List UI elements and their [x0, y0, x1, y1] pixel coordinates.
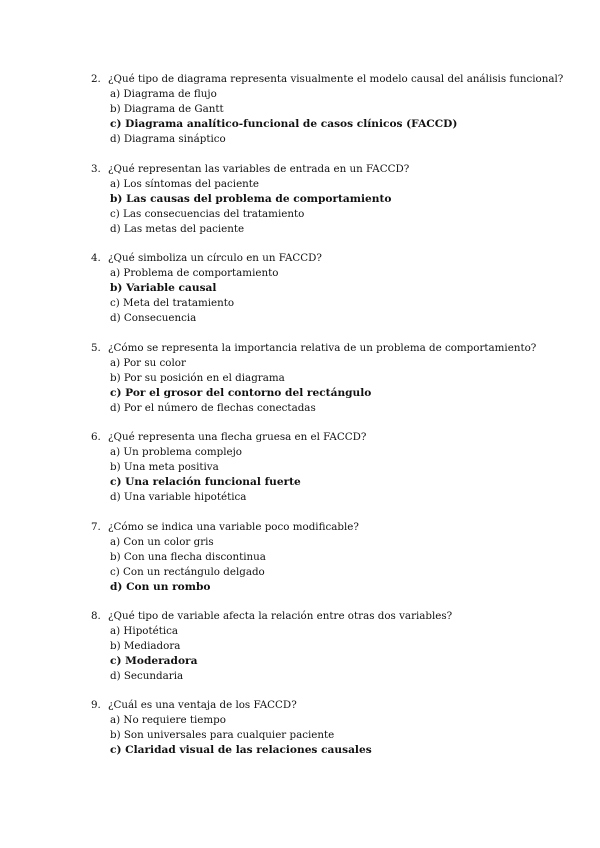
answer-option-d: d) Por el número de flechas conectadas — [110, 402, 316, 414]
question-7 — [91, 520, 571, 595]
answer-option-c-correct: c) Diagrama analítico-funcional de casos clínicos (FACCD) — [110, 118, 458, 130]
answer-option-a: a) Hipotética — [110, 625, 179, 637]
question-4 — [91, 251, 571, 326]
question-text: ¿Cuál es una ventaja de los FACCD? — [108, 699, 297, 711]
answer-option-c: c) Las consecuencias del tratamiento — [110, 208, 305, 220]
question-6 — [91, 430, 571, 505]
question-text: ¿Qué simboliza un círculo en un FACCD? — [108, 252, 322, 264]
question-text: ¿Qué tipo de variable afecta la relación entre otras dos variables? — [108, 610, 453, 622]
question-number: 9. — [91, 699, 101, 711]
answer-option-c-correct: c) Claridad visual de las relaciones causales — [110, 744, 372, 756]
question-text: ¿Cómo se indica una variable poco modificable? — [108, 521, 359, 533]
answer-option-a: a) Los síntomas del paciente — [110, 178, 260, 190]
question-number: 8. — [91, 610, 101, 622]
question-number: 3. — [91, 163, 101, 175]
answer-option-d: d) Secundaria — [110, 670, 184, 682]
answer-option-a: a) Con un color gris — [110, 536, 214, 548]
answer-option-a: a) Un problema complejo — [110, 446, 242, 458]
answer-option-b-correct: b) Variable causal — [110, 282, 217, 294]
question-text: ¿Qué representa una flecha gruesa en el FACCD? — [108, 431, 367, 443]
question-number: 7. — [91, 521, 101, 533]
answer-option-b-correct: b) Las causas del problema de comportamiento — [110, 193, 392, 205]
answer-option-a: a) Diagrama de flujo — [110, 88, 217, 100]
answer-option-b: b) Diagrama de Gantt — [110, 103, 224, 115]
question-number: 4. — [91, 252, 101, 264]
answer-option-b: b) Por su posición en el diagrama — [110, 372, 285, 384]
question-number: 5. — [91, 342, 101, 354]
question-8 — [91, 609, 571, 684]
answer-option-b: b) Una meta positiva — [110, 461, 219, 473]
answer-option-b: b) Con una flecha discontinua — [110, 551, 266, 563]
answer-option-c-correct: c) Por el grosor del contorno del rectángulo — [110, 387, 372, 399]
answer-option-c-correct: c) Moderadora — [110, 655, 198, 667]
question-text: ¿Qué tipo de diagrama representa visualmente el modelo causal del análisis funcional? — [108, 73, 564, 85]
question-9 — [91, 698, 571, 758]
answer-option-c: c) Con un rectángulo delgado — [110, 566, 265, 578]
answer-option-d: d) Las metas del paciente — [110, 223, 245, 235]
question-number: 2. — [91, 73, 101, 85]
question-2 — [91, 72, 571, 147]
question-5 — [91, 341, 571, 416]
answer-option-b: b) Mediadora — [110, 640, 181, 652]
question-text: ¿Cómo se representa la importancia relativa de un problema de comportamiento? — [108, 342, 537, 354]
answer-option-b: b) Son universales para cualquier paciente — [110, 729, 335, 741]
answer-option-d-correct: d) Con un rombo — [110, 581, 211, 593]
answer-option-a: a) No requiere tiempo — [110, 714, 226, 726]
answer-option-a: a) Problema de comportamiento — [110, 267, 279, 279]
answer-option-a: a) Por su color — [110, 357, 186, 369]
answer-option-d: d) Una variable hipotética — [110, 491, 247, 503]
answer-option-d: d) Consecuencia — [110, 312, 197, 324]
answer-option-c: c) Meta del tratamiento — [110, 297, 235, 309]
question-text: ¿Qué representan las variables de entrada en un FACCD? — [108, 163, 410, 175]
question-3 — [91, 162, 571, 237]
answer-option-c-correct: c) Una relación funcional fuerte — [110, 476, 301, 488]
question-number: 6. — [91, 431, 101, 443]
answer-option-d: d) Diagrama sináptico — [110, 133, 226, 145]
